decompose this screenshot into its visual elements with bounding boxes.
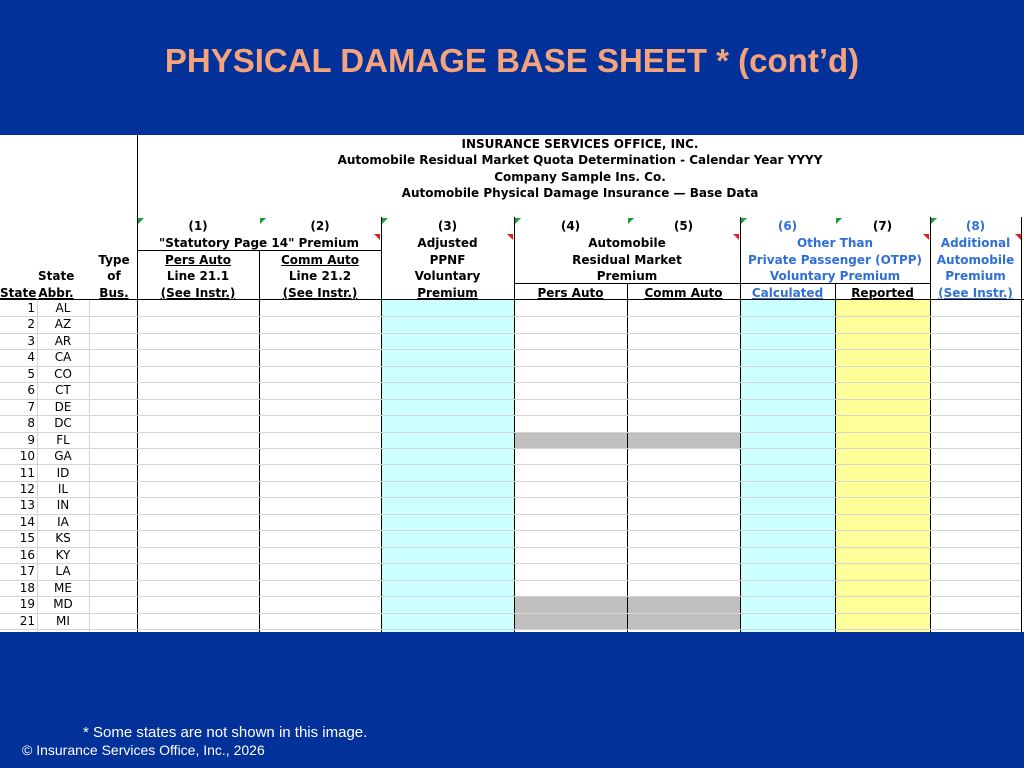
header-c2-line2: Line 21.2 bbox=[288, 269, 352, 283]
row-state-abbr: FL bbox=[56, 433, 70, 447]
row-number: 14 bbox=[19, 515, 35, 529]
header-c67-title-1: Other Than bbox=[796, 236, 874, 250]
row-gridline bbox=[0, 333, 1021, 334]
row-state-abbr: GA bbox=[54, 449, 72, 463]
header-c3-line4: Premium bbox=[417, 286, 478, 300]
row-gridline bbox=[0, 530, 1021, 531]
row-number: 19 bbox=[19, 597, 35, 611]
header-c8-number: (8) bbox=[965, 219, 986, 233]
row-state-abbr: LA bbox=[55, 564, 71, 578]
header-c8-line2: Automobile bbox=[936, 253, 1015, 267]
row-number: 13 bbox=[19, 498, 35, 512]
header-type-2: of bbox=[107, 269, 121, 283]
spreadsheet-image bbox=[0, 135, 1024, 632]
row-number: 4 bbox=[27, 350, 35, 364]
col-line-259 bbox=[259, 250, 260, 632]
row-number: 2 bbox=[27, 317, 35, 331]
row-state-abbr: CA bbox=[54, 350, 72, 364]
report-header-title: Automobile Residual Market Quota Determination - Calendar Year YYYY bbox=[337, 153, 823, 167]
row-state-abbr: AL bbox=[55, 301, 71, 315]
header-c45-title-2: Residual Market bbox=[572, 253, 682, 267]
header-c4-sub: Pers Auto bbox=[537, 286, 604, 300]
header-c6-sub: Calculated bbox=[751, 286, 824, 300]
header-state: State bbox=[0, 286, 37, 300]
header-c8-line4: (See Instr.) bbox=[938, 286, 1013, 300]
header-c2-number: (2) bbox=[310, 219, 330, 233]
report-header-org: INSURANCE SERVICES OFFICE, INC. bbox=[461, 137, 699, 151]
header-c3-line2: PPNF bbox=[429, 253, 466, 267]
row-state-abbr: AZ bbox=[54, 317, 72, 331]
row-state-abbr: IN bbox=[56, 498, 70, 512]
report-header-company: Company Sample Ins. Co. bbox=[494, 170, 666, 184]
header-c8-line3: Premium bbox=[945, 269, 1006, 283]
slide-title: PHYSICAL DAMAGE BASE SHEET * (cont’d) bbox=[164, 42, 860, 79]
row-gridline bbox=[0, 596, 1021, 597]
row-gridline bbox=[0, 399, 1021, 400]
row-number: 5 bbox=[27, 367, 35, 381]
row-state-abbr: KY bbox=[55, 548, 71, 562]
row-state-abbr: CO bbox=[54, 367, 72, 381]
header-state-abbr-1: State bbox=[38, 269, 75, 283]
header-c7-number: (7) bbox=[872, 219, 893, 233]
row-state-abbr: IA bbox=[57, 515, 69, 529]
row-number: 17 bbox=[19, 564, 35, 578]
header-c1-number: (1) bbox=[188, 219, 208, 233]
row-gridline bbox=[0, 514, 1021, 515]
row-gridline bbox=[0, 316, 1021, 317]
row-gridline bbox=[0, 464, 1021, 465]
row-number: 15 bbox=[19, 531, 35, 545]
col-line-137 bbox=[137, 135, 138, 632]
header-c8-line1: Additional bbox=[940, 236, 1011, 250]
row-gridline bbox=[0, 349, 1021, 350]
row-gridline bbox=[0, 563, 1021, 564]
row-number: 3 bbox=[27, 334, 35, 348]
row-number: 1 bbox=[27, 301, 35, 315]
header-c67-title-3: Voluntary Premium bbox=[769, 269, 901, 283]
row-gridline bbox=[0, 382, 1021, 383]
header-c2-line3: (See Instr.) bbox=[282, 286, 358, 300]
row-number: 10 bbox=[19, 449, 35, 463]
row-state-abbr: AR bbox=[54, 334, 72, 348]
row-number: 7 bbox=[27, 400, 35, 414]
row-state-abbr: DE bbox=[54, 400, 72, 414]
header-c2-line1: Comm Auto bbox=[280, 253, 360, 267]
copyright: © Insurance Services Office, Inc., 2026 bbox=[22, 742, 265, 758]
row-state-abbr: KS bbox=[55, 531, 71, 545]
row-state-abbr: ME bbox=[54, 581, 72, 595]
row-state-abbr: DC bbox=[54, 416, 72, 430]
col-line-1021 bbox=[1021, 217, 1022, 632]
header-c12-title: "Statutory Page 14" Premium bbox=[158, 236, 360, 250]
row-number: 21 bbox=[19, 614, 35, 628]
row-gridline bbox=[0, 432, 1021, 433]
header-c45-title-3: Premium bbox=[596, 269, 658, 283]
header-type-3: Bus. bbox=[99, 286, 129, 300]
header-c5-sub: Comm Auto bbox=[644, 286, 723, 300]
row-gridline bbox=[0, 366, 1021, 367]
row-state-abbr: MD bbox=[53, 597, 73, 611]
row-gridline bbox=[0, 448, 1021, 449]
row-number: 6 bbox=[27, 383, 35, 397]
header-c45-title-1: Automobile bbox=[588, 236, 666, 250]
row-gridline bbox=[0, 580, 1021, 581]
header-type-1: Type bbox=[98, 253, 130, 267]
footnote: * Some states are not shown in this image. bbox=[83, 724, 368, 741]
row-number: 18 bbox=[19, 581, 35, 595]
header-c4-number: (4) bbox=[560, 219, 581, 233]
header-c67-title-2: Private Passenger (OTPP) bbox=[747, 253, 923, 267]
row-number: 9 bbox=[27, 433, 35, 447]
header-c1-line2: Line 21.1 bbox=[166, 269, 230, 283]
row-gridline bbox=[0, 613, 1021, 614]
row-state-abbr: IL bbox=[57, 482, 69, 496]
header-c3-line1: Adjusted bbox=[417, 236, 478, 250]
row-number: 8 bbox=[27, 416, 35, 430]
header-c1-line1: Pers Auto bbox=[165, 253, 231, 267]
header-state-abbr-2: Abbr. bbox=[38, 286, 74, 300]
header-c6-number: (6) bbox=[777, 219, 798, 233]
row-gridline bbox=[0, 415, 1021, 416]
header-c7-sub: Reported bbox=[851, 286, 914, 300]
row-number: 16 bbox=[19, 548, 35, 562]
row-number: 11 bbox=[19, 466, 35, 480]
row-gridline bbox=[0, 497, 1021, 498]
row-gridline bbox=[0, 481, 1021, 482]
row-state-abbr: ID bbox=[56, 466, 70, 480]
row-state-abbr: CT bbox=[55, 383, 71, 397]
row-gridline bbox=[0, 547, 1021, 548]
header-c3-number: (3) bbox=[437, 219, 458, 233]
header-c5-number: (5) bbox=[673, 219, 694, 233]
row-number: 12 bbox=[19, 482, 35, 496]
report-header-subtitle: Automobile Physical Damage Insurance — Base Data bbox=[401, 186, 759, 200]
row-gridline bbox=[0, 629, 1021, 630]
row-state-abbr: MI bbox=[56, 614, 70, 628]
header-c3-line3: Voluntary bbox=[414, 269, 481, 283]
header-c1-line3: (See Instr.) bbox=[160, 286, 236, 300]
